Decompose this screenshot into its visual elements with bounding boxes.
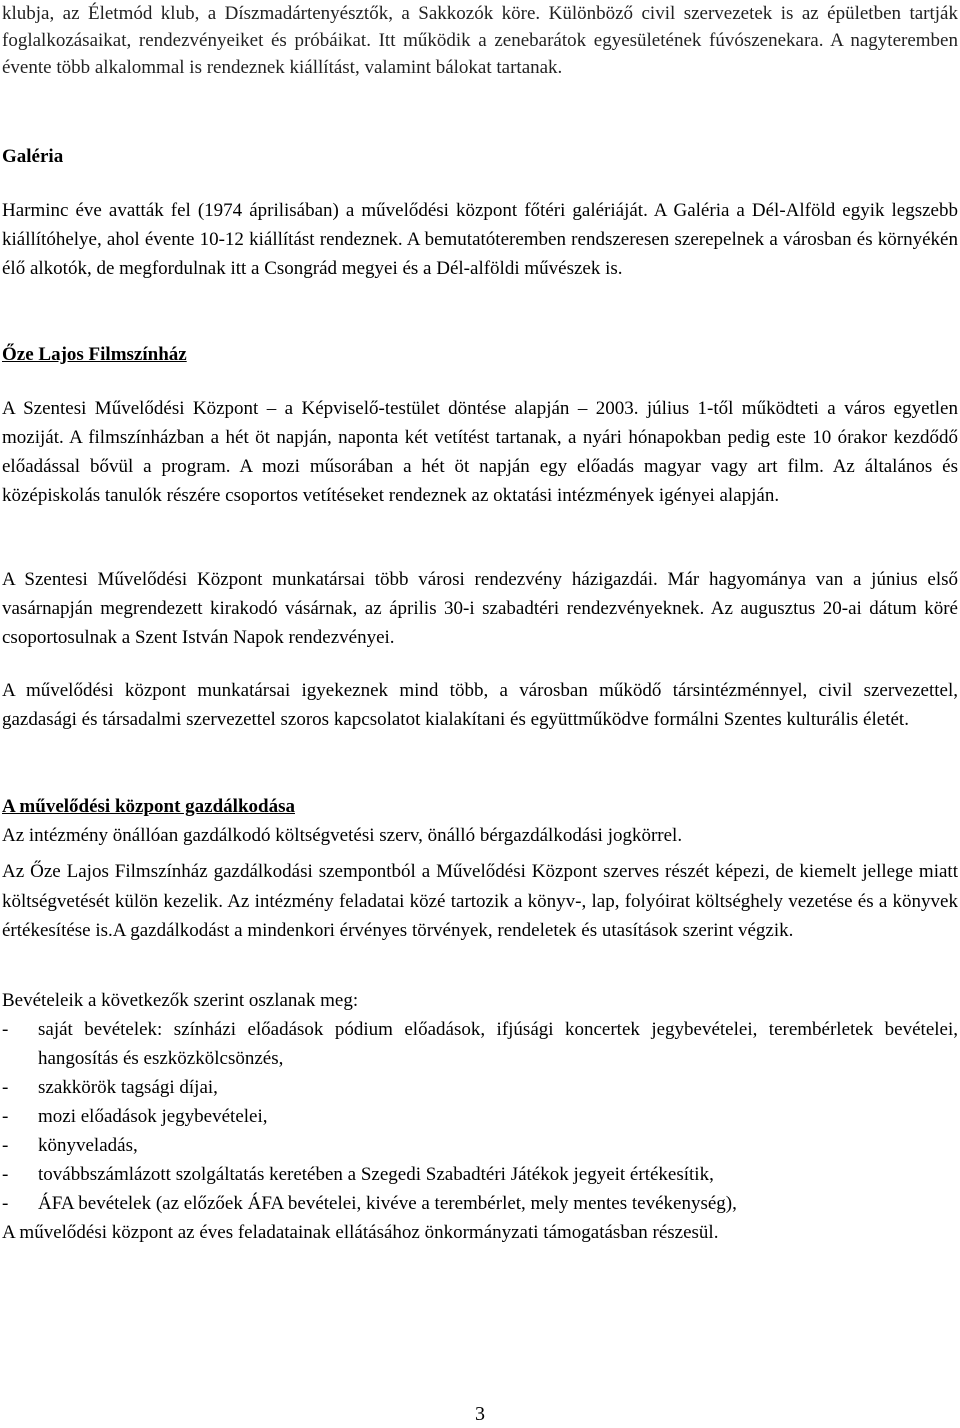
cooperation-section	[2, 676, 958, 734]
cinema-heading: Őze Lajos Filmszínház	[2, 344, 187, 365]
income-intro: Bevételeik a következők szerint oszlanak meg:	[2, 990, 359, 1011]
list-item: - ÁFA bevételek (az előzőek ÁFA bevételei, kivéve a terembérlet, mely mentes tevékenység),	[2, 1189, 958, 1218]
finance-heading: A művelődési központ gazdálkodása	[2, 796, 295, 817]
list-item: - saját bevételek: színházi előadások pódium előadások, ifjúsági koncertek jegybevételei, terembérletek bevételei, hangosítás és eszközkölcsönzés,	[2, 1015, 958, 1073]
events-section	[2, 565, 958, 652]
page-number: 3	[475, 1403, 485, 1425]
finance-lead: Az intézmény önállóan gazdálkodó költségvetési szerv, önálló bérgazdálkodási jogkörrel.	[2, 825, 683, 846]
cooperation-paragraph: A művelődési központ munkatársai igyekeznek mind több, a városban működő társintézménnyel, civil szervezettel, gazdasági és társadalmi szervezettel szoros kapcsolatot kialakítani és együttműködve formálni Szentes kulturális életét.	[2, 680, 958, 730]
income-section	[2, 986, 958, 1247]
gallery-section	[2, 142, 958, 171]
income-list	[2, 1015, 958, 1218]
list-item: - szakkörök tagsági díjai,	[2, 1073, 958, 1102]
list-item: - könyveladás,	[2, 1131, 958, 1160]
cinema-section	[2, 340, 958, 369]
cinema-body	[2, 394, 958, 510]
gallery-paragraph: Harminc éve avatták fel (1974 áprilisában) a művelődési központ főtéri galériáját. A Galéria a Dél-Alföld egyik legszebb kiállítóhelye, ahol évente 10-12 kiállítást rendeznek. A bemutatóteremben rendszeresen szerepelnek a városban és környékén élő alkotók, de megfordulnak itt a Csongrád megyei és a Dél-alföldi művészek is.	[2, 200, 958, 279]
intro-paragraph: klubja, az Életmód klub, a Díszmadártenyésztők, a Sakkozók köre. Különböző civil szervezetek is az épületben tartják foglalkozásaikat, rendezvényeiket és próbáikat. Itt működik a zenebarátok egyesületének fúvószenekara. A nagyteremben évente több alkalommal is rendeznek kiállítást, valamint bálokat tartanak.	[2, 3, 958, 78]
events-paragraph: A Szentesi Művelődési Központ munkatársai több városi rendezvény házigazdái. Már hagyománya van a június első vasárnapján megrendezett kirakodó vásárnak, az április 30-i szabadtéri rendezvényeknek. Az augusztus 20-ai dátum köré csoportosulnak a Szent István Napok rendezvényei.	[2, 569, 958, 648]
list-item: - mozi előadások jegybevételei,	[2, 1102, 958, 1131]
gallery-body	[2, 196, 958, 283]
finance-section	[2, 792, 958, 850]
intro-section	[2, 0, 958, 81]
finance-closing: A művelődési központ az éves feladatainak ellátásához önkormányzati támogatásban részesül.	[2, 1222, 719, 1243]
finance-body	[2, 857, 958, 946]
cinema-paragraph: A Szentesi Művelődési Központ – a Képviselő-testület döntése alapján – 2003. július 1-től működteti a város egyetlen moziját. A filmszínházban a hét öt napján, naponta két vetítést tartanak, a nyári hónapokban pedig este 10 órakor kezdődő előadással bővül a program. A mozi műsorában a hét öt napján egy előadás magyar vagy art film. Az általános és középiskolás tanulók részére csoportos vetítéseket rendeznek az oktatási intézmények igényei alapján.	[2, 398, 958, 506]
gallery-heading: Galéria	[2, 146, 64, 167]
finance-paragraph: Az Őze Lajos Filmszínház gazdálkodási szempontból a Művelődési Központ szerves részét képezi, de kiemelt jellege miatt költségvetését külön kezelik. Az intézmény feladatai közé tartozik a könyv-, lap, folyóirat költséghely vezetése és a könyvek értékesítése is.A gazdálkodást a mindenkori érvényes törvények, rendeletek és utasítások szerint végzik.	[2, 861, 958, 941]
list-item: - továbbszámlázott szolgáltatás keretében a Szegedi Szabadtéri Játékok jegyeit értékesítik,	[2, 1160, 958, 1189]
